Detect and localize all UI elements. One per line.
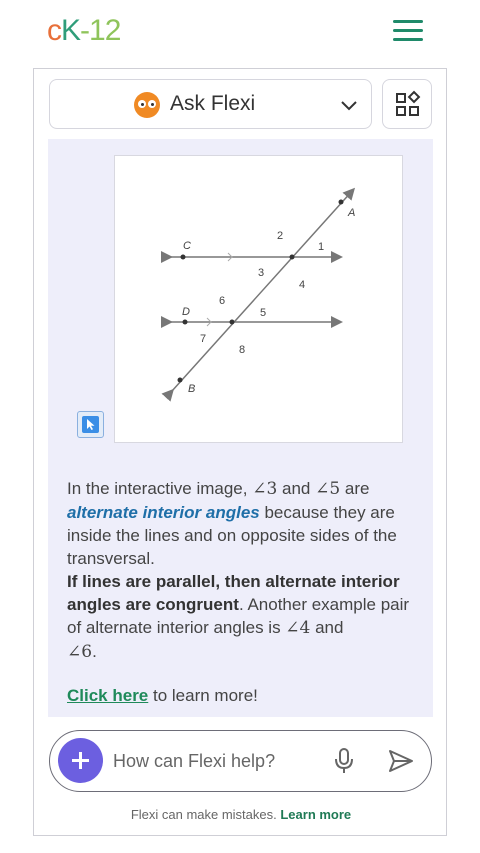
learn-more-line — [67, 686, 258, 706]
learn-more-text: to learn more! — [148, 686, 258, 705]
angle-3-label: 3 — [258, 267, 265, 279]
text-and-2: and — [310, 618, 344, 637]
chevron-down-icon — [340, 96, 358, 114]
ask-flexi-label: Ask Flexi — [170, 92, 256, 115]
angle-5-label: 5 — [260, 307, 267, 319]
learn-more-link[interactable]: Learn more — [280, 807, 352, 822]
apps-grid-icon — [383, 80, 433, 130]
logo-dash: - — [80, 14, 90, 47]
angle-6-math: ∠6 — [67, 642, 93, 662]
angle-6-label: 6 — [219, 295, 226, 307]
click-here-link[interactable]: Click here — [67, 686, 149, 705]
owl-icon — [134, 92, 160, 118]
apps-grid-button[interactable] — [382, 79, 432, 129]
angle-2-label: 2 — [277, 230, 284, 242]
point-b-label: B — [188, 383, 196, 395]
chat-input[interactable] — [113, 749, 323, 773]
answer-content — [48, 139, 433, 717]
top-bar — [0, 0, 480, 66]
point-a-label: A — [348, 207, 356, 219]
text-intro: In the interactive image, — [67, 479, 253, 498]
logo-number: 12 — [89, 14, 121, 47]
angle-4-label: 4 — [299, 279, 306, 291]
point-d-label: D — [182, 306, 190, 318]
disclaimer-text: Flexi can make mistakes. — [130, 807, 281, 822]
angle-4-math: ∠4 — [285, 618, 311, 638]
text-definition: because they are inside the lines and on opposite sides of the transversal. — [67, 503, 397, 568]
text-period: . — [92, 642, 97, 661]
ck12-logo[interactable] — [47, 14, 120, 48]
explanation-text — [67, 477, 427, 664]
logo-k: K — [61, 14, 81, 47]
microphone-icon[interactable] — [333, 747, 355, 775]
parallel-lines-diagram — [115, 156, 404, 444]
text-and: and — [277, 479, 316, 498]
alternate-interior-angles-term[interactable]: alternate interior angles — [67, 503, 260, 522]
interactive-figure[interactable] — [114, 155, 403, 443]
angle-3-math: ∠3 — [252, 479, 278, 499]
plus-icon[interactable] — [58, 738, 103, 783]
text-are: are — [340, 479, 370, 498]
logo-c: c — [47, 14, 61, 47]
point-c-label: C — [183, 240, 191, 252]
angle-1-label: 1 — [318, 241, 325, 253]
send-icon[interactable] — [387, 748, 415, 774]
transversal — [172, 190, 356, 391]
angle-7-label: 7 — [200, 333, 207, 345]
cursor-tool-button[interactable] — [77, 411, 104, 438]
disclaimer — [34, 807, 448, 822]
hamburger-icon[interactable] — [393, 20, 423, 42]
flexi-panel — [33, 68, 447, 836]
ask-flexi-dropdown[interactable] — [49, 79, 372, 129]
angle-5-math: ∠5 — [315, 479, 341, 499]
theorem-text: If lines are parallel, then alternate interior angles are congruent — [67, 572, 400, 614]
chat-input-bar — [49, 730, 432, 792]
cursor-icon — [82, 416, 99, 433]
angle-8-label: 8 — [239, 344, 246, 356]
text-example: . Another example pair of alternate interior angles is — [67, 595, 410, 637]
